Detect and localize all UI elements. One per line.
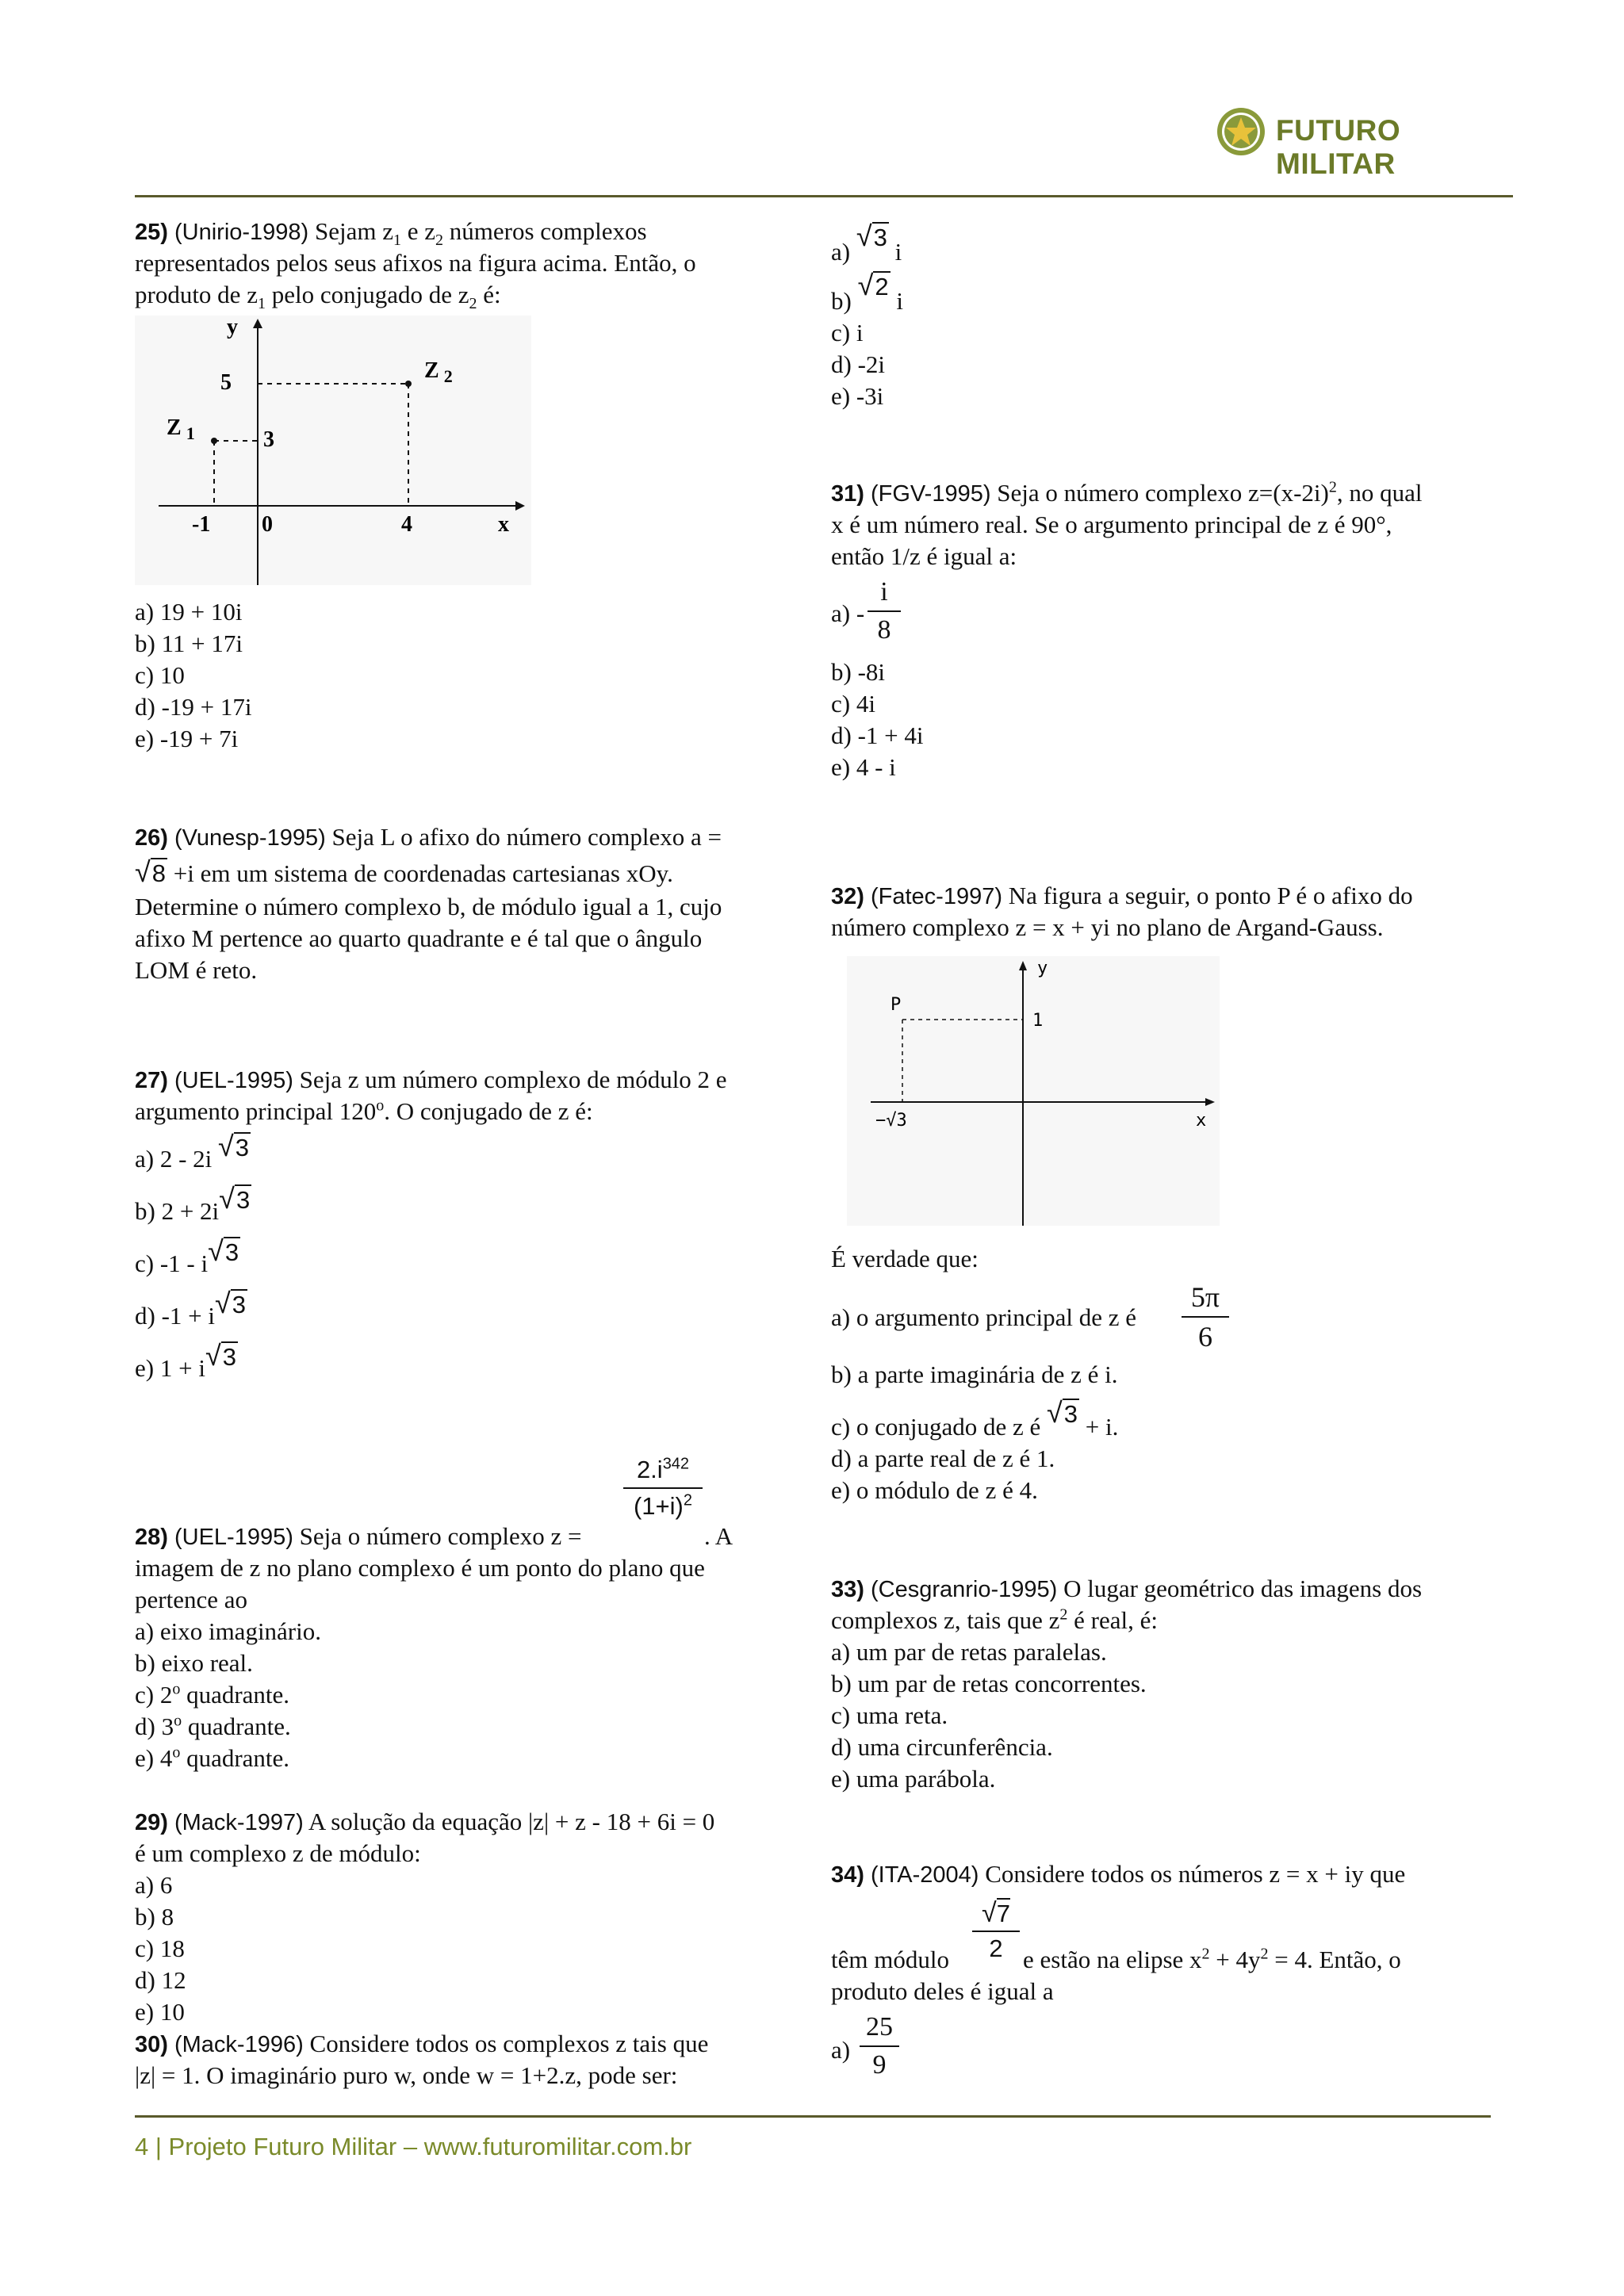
tick-m1: -1 — [192, 512, 211, 537]
q33-option-c: c) uma reta. — [831, 1701, 948, 1729]
q32-option-b: b) a parte imaginária de z é i. — [831, 1360, 1118, 1388]
q33-line2: complexos z, tais que $z^2$ é real, é: — [831, 1605, 1158, 1634]
q28-option-a: a) eixo imaginário. — [135, 1617, 321, 1645]
q30-option-a: a) √3 i — [831, 220, 902, 266]
q26-line3: Determine o número complexo b, de módulo igual a 1, cujo — [135, 893, 722, 920]
graph-x-label: x — [1196, 1111, 1207, 1131]
q32-line2: número complexo z = x + yi no plano de Argand-Gauss. — [831, 913, 1384, 941]
q28-option-d: d) 3$^o$ quadrante. — [135, 1712, 291, 1740]
q32-option-a: a) o argumento principal de z é — [831, 1303, 1137, 1331]
q34-option-a: a) — [831, 2036, 851, 2064]
q29-line1: 29) (Mack-1997) A solução da equação |z| + z - 18 + 6i = 0 — [135, 1808, 715, 1835]
z1-label: Z $_1$ — [167, 415, 195, 443]
q29-option-e: e) 10 — [135, 1998, 185, 2026]
q28-line3: pertence ao — [135, 1586, 247, 1613]
q25-option-e: e) -19 + 7i — [135, 725, 239, 752]
q25-line3: produto de $z_1$ pelo conjugado de $z_2$ é: — [135, 281, 501, 313]
q28-option-b: b) eixo real. — [135, 1649, 253, 1677]
q34-line1: 34) (ITA-2004) Considere todos os números z = x + iy que — [831, 1860, 1406, 1888]
q32-graph — [847, 956, 1220, 1226]
q31-fraction: i 8 — [868, 574, 901, 649]
q25-option-a: a) 19 + 10i — [135, 598, 243, 626]
q31-line3: então 1/z é igual a: — [831, 542, 1017, 570]
q28-line2: imagem de z no plano complexo é um ponto do plano que — [135, 1554, 705, 1582]
q32-option-c: c) o conjugado de z é √3 + i. — [831, 1396, 1119, 1441]
q31-line2: x é um número real. Se o argumento principal de z é 90°, — [831, 511, 1392, 538]
q32-option-e: e) o módulo de z é 4. — [831, 1476, 1038, 1504]
q33-option-d: d) uma circunferência. — [831, 1733, 1053, 1761]
graph-x-label: x — [498, 512, 509, 537]
q32-fraction: 5π 6 — [1182, 1278, 1229, 1356]
q28-option-e: e) 4$^o$ quadrante. — [135, 1743, 290, 1772]
q29-option-d: d) 12 — [135, 1966, 186, 1994]
brand-name: FUTURO MILITAR — [1276, 114, 1401, 180]
q29-option-b: b) 8 — [135, 1903, 174, 1931]
q25-option-d: d) -19 + 17i — [135, 693, 252, 721]
q34-fraction: √7 2 — [972, 1896, 1020, 1965]
header-rule — [135, 195, 1513, 197]
q34-line3: produto deles é igual a — [831, 1977, 1054, 2005]
q31-option-b: b) -8i — [831, 658, 886, 686]
q32-option-d: d) a parte real de z é 1. — [831, 1445, 1055, 1472]
q29-line2: é um complexo z de módulo: — [135, 1839, 421, 1867]
q27-line2: argumento principal 120$^o$. O conjugado de z é: — [135, 1096, 593, 1125]
q25-line2: representados pelos seus afixos na figura acima. Então, o — [135, 249, 696, 277]
q34-line2a: têm módulo — [831, 1946, 949, 1973]
q30-option-c: c) i — [831, 319, 864, 346]
q26-line1: 26) (Vunesp-1995) Seja L o afixo do número complexo a = — [135, 823, 722, 851]
q27-option-d: d) -1 + i√3 — [135, 1287, 247, 1330]
tick-0: 0 — [262, 512, 273, 537]
q28-line1-end: . A — [704, 1522, 733, 1550]
q27-line1: 27) (UEL-1995) Seja z um número complexo de módulo 2 e — [135, 1066, 727, 1093]
q30-line1: 30) (Mack-1996) Considere todos os complexos z tais que — [135, 2030, 709, 2057]
q31-option-d: d) -1 + 4i — [831, 721, 924, 749]
q33-option-a: a) um par de retas paralelas. — [831, 1638, 1107, 1666]
q28-fraction: $2.i^{342}$ $(1+i)^2$ — [623, 1456, 703, 1521]
q27-option-b: b) 2 + 2i√3 — [135, 1182, 251, 1225]
point-p-label: P — [891, 995, 902, 1015]
q25-option-b: b) 11 + 17i — [135, 629, 243, 657]
q31-line1: 31) (FGV-1995) Seja o número complexo $z=(x-2i)^2$, no qual — [831, 478, 1423, 507]
q26-line2: √8 +i em um sistema de coordenadas cartesianas xOy. — [135, 855, 673, 888]
q25-line1: 25) (Unirio-1998) Sejam $z_1$ e $z_2$ números complexos — [135, 217, 647, 250]
sqrt-8: √8 — [135, 855, 167, 888]
header-logo — [1216, 103, 1517, 180]
tick-minus-sqrt3: −√3 — [875, 1111, 907, 1131]
star-badge-icon — [1216, 106, 1266, 157]
q31-option-e: e) 4 - i — [831, 753, 896, 781]
q27-option-c: c) -1 - i√3 — [135, 1234, 239, 1277]
q28-option-c: c) 2$^o$ quadrante. — [135, 1680, 290, 1709]
q30-option-b: b) √2 i — [831, 269, 903, 315]
q28-line1: 28) (UEL-1995) Seja o número complexo z = — [135, 1522, 582, 1550]
z1-point — [211, 438, 217, 444]
q29-option-a: a) 6 — [135, 1871, 173, 1899]
q30-option-e: e) -3i — [831, 382, 884, 410]
graph-y-label: y — [227, 316, 238, 339]
q29-option-c: c) 18 — [135, 1934, 185, 1962]
q26-line4: afixo M pertence ao quarto quadrante e é tal que o ângulo — [135, 924, 703, 952]
z2-label: Z $_2$ — [424, 358, 453, 386]
footer-rule — [135, 2115, 1491, 2118]
q32-intro: É verdade que: — [831, 1245, 979, 1272]
tick-5: 5 — [220, 370, 232, 395]
q25-graph — [135, 316, 531, 585]
q27-option-e: e) 1 + i√3 — [135, 1339, 236, 1382]
q33-line1: 33) (Cesgranrio-1995) O lugar geométrico das imagens dos — [831, 1575, 1423, 1602]
q26-line5: LOM é reto. — [135, 956, 258, 984]
q32-line1: 32) (Fatec-1997) Na figura a seguir, o ponto P é o afixo do — [831, 882, 1413, 909]
graph-y-label: y — [1037, 959, 1048, 978]
tick-4: 4 — [401, 512, 412, 537]
q34-answer-fraction: 25 9 — [860, 2009, 899, 2084]
tick-1: 1 — [1032, 1011, 1044, 1031]
z2-point — [405, 381, 412, 387]
q30-line2: |z| = 1. O imaginário puro w, onde w = 1+2.z, pode ser: — [135, 2061, 678, 2089]
tick-3: 3 — [263, 427, 274, 452]
q25-option-c: c) 10 — [135, 661, 185, 689]
q33-option-e: e) uma parábola. — [831, 1765, 996, 1793]
q27-option-a: a) 2 - 2i √3 — [135, 1130, 250, 1173]
q31-option-a: a) - — [831, 599, 865, 627]
footer-text: 4 | Projeto Futuro Militar – www.futuromilitar.com.br — [135, 2133, 692, 2160]
q34-line2b: e estão na elipse $x^2 + 4y^2 = 4$. Então, o — [1023, 1945, 1401, 1973]
q30-option-d: d) -2i — [831, 350, 886, 378]
q31-option-c: c) 4i — [831, 690, 875, 718]
q33-option-b: b) um par de retas concorrentes. — [831, 1670, 1147, 1697]
